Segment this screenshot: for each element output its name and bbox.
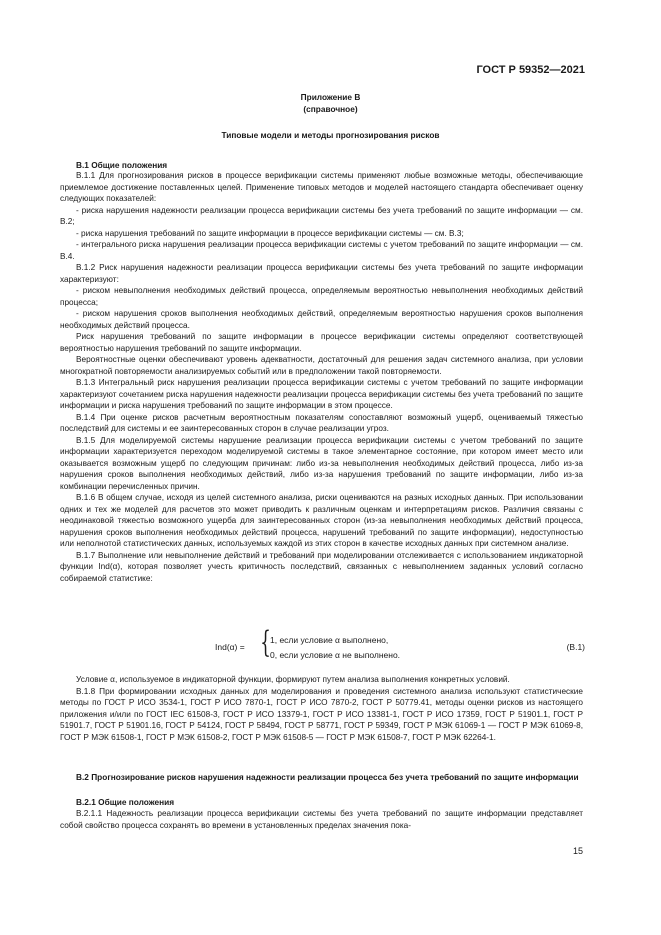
list-item: - интегрального риска нарушения реализации процесса верификации системы с учетом требований по защите информации — см. В.4. — [60, 240, 583, 261]
list-item: - риска нарушения надежности реализации процесса верификации системы без учета требований по защите информации — см. В.2; — [60, 205, 583, 226]
appendix-title: Приложение В — [300, 92, 361, 102]
formula-case-2: 0, если условие α не выполнено. — [270, 650, 401, 660]
paragraph: Вероятностные оценки обеспечивают уровень адекватности, достаточный для решения задач системного анализа, при условии многократной повторяемости анализируемых событий или в предположении такой повторяемости. — [60, 355, 583, 376]
list-item: - риска нарушения требований по защите информации в процессе верификации системы — см. В.3; — [76, 228, 464, 238]
paragraph: В.1.2 Риск нарушения надежности реализации процесса верификации системы без учета требований по защите информации характеризуют: — [60, 263, 583, 284]
formula-brace: { — [260, 625, 271, 660]
paragraph: В.1.3 Интегральный риск нарушения реализации процесса верификации системы с учетом требований по защите информации характеризуют сочетанием риска нарушения надежности реализации процесса верификации системы без учета требований по защите информации и риска нарушения требований по защите информации в этом процессе. — [60, 378, 583, 410]
list-item: - риском невыполнения необходимых действий процесса, определяемым вероятностью невыполнения необходимых действий процесса; — [60, 286, 583, 307]
paragraph: В.1.5 Для моделируемой системы нарушение реализации процесса верификации системы с учетом требований по защите информации характеризуется переходом моделируемой системы в такое элементарное состояние, при котором имеет место или оказывается возможным ущерб по следующим причинам: либо из-за невыполнения необходимых действий процесса, либо из-за нарушения сроков выполнения необходимых действий, либо из-за нарушения требований по защите информации, либо из-за комбинации перечисленных причин. — [60, 435, 583, 491]
paragraph: В.1.1 Для прогнозирования рисков в процессе верификации системы применяют любые возможные методы, обеспечивающие приемлемое достижение поставленных целей. Применение типовых методов и моделей настоящего стандарта обеспечивает оценку следующих показателей: — [60, 171, 583, 203]
appendix-note: (справочное) — [303, 104, 358, 114]
section-b21-heading: В.2.1 Общие положения — [76, 797, 175, 807]
section-b21-body — [60, 808, 583, 831]
paragraph: В.1.4 При оценке рисков расчетным вероятностным показателям сопоставляют возможный ущерб, оцениваемый тяжестью последствий для системы и ее заинтересованных сторон в случае реализации угроз. — [60, 412, 583, 433]
paragraph: Условие α, используемое в индикаторной функции, формируют путем анализа выполнения конкретных условий. — [76, 675, 510, 684]
standard-designation: ГОСТ Р 59352—2021 — [476, 64, 585, 76]
formula-lhs: Ind(α) = — [215, 642, 245, 652]
section-b1-body — [60, 170, 583, 584]
section-b1-body-continued — [60, 674, 583, 743]
paragraph: В.1.8 При формировании исходных данных для моделирования и проведения системного анализа используют статистические методы по ГОСТ Р ИСО 3534-1, ГОСТ Р ИСО 7870-1, ГОСТ Р ИСО 7870-2, ГОСТ Р 50779.41, методы оценки рисков из настоящего приложения и/или по ГОСТ IEC 61508-3, ГОСТ Р ИСО 13379-1, ГОСТ Р ИСО 13381-1, ГОСТ Р ИСО 17359, ГОСТ Р 51901.1, ГОСТ Р 51901.7, ГОСТ Р 51901.16, ГОСТ Р 54124, ГОСТ Р 58494, ГОСТ Р 58771, ГОСТ Р 59349, ГОСТ Р МЭК 61069-1 — ГОСТ Р МЭК 61069-8, ГОСТ Р МЭК 61508-1, ГОСТ Р МЭК 61508-2, ГОСТ Р МЭК 61508-5 — ГОСТ Р МЭК 61508-7, ГОСТ Р МЭК 62264-1. — [60, 686, 583, 742]
formula-b1 — [215, 625, 585, 663]
formula-number: (В.1) — [566, 642, 585, 652]
page-number: 15 — [572, 846, 583, 856]
paragraph: В.1.7 Выполнение или невыполнение действий и требований при моделировании отслеживается с использованием индикаторной функции Ind(α), которая позволяет учесть критичность последствий, связанных с невыполнением заданных условий согласно собираемой статистике: — [60, 550, 583, 583]
paragraph: Риск нарушения требований по защите информации в процессе верификации системы определяют соответствующей вероятностью нарушения требований по защите информации. — [60, 332, 583, 353]
appendix-heading: Типовые модели и методы прогнозирования рисков — [221, 130, 440, 140]
formula-case-1: 1, если условие α выполнено, — [270, 635, 389, 645]
list-item: - риском нарушения сроков выполнения необходимых действий, определяемым вероятностью нарушения сроков выполнения необходимых действий процесса. — [60, 309, 583, 330]
paragraph: В.1.6 В общем случае, исходя из целей системного анализа, риски оцениваются на разных исходных данных. При использовании одних и тех же моделей для расчетов это может приводить к различным оценкам и интерпретациям рисков. Различия связаны с неодинаковой тяжестью возможного ущерба для заинтересованных сторон (из-за невыполнения необходимых действий процесса, нарушения сроков выполнения необходимых действий процесса, нарушений требований по защите информации), недоступностью или неполнотой статистических данных, используемых каждой из этих сторон в качестве исходных данных при системном анализе. — [60, 493, 583, 548]
section-b2-heading: В.2 Прогнозирование рисков нарушения надежности реализации процесса без учета требований по защите информации — [76, 772, 579, 782]
paragraph: В.2.1.1 Надежность реализации процесса верификации системы без учета требований по защите информации представляет собой свойство процесса сохранять во времени в установленных пределах значения пока- — [60, 809, 583, 830]
section-b1-heading: В.1 Общие положения — [76, 160, 168, 170]
